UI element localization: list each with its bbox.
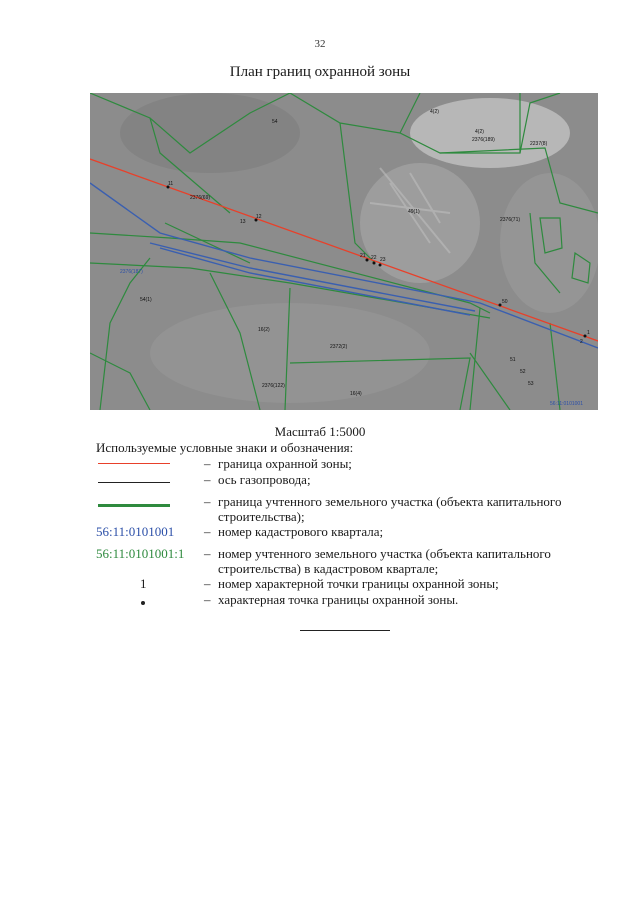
svg-text:2237(8): 2237(8) — [530, 141, 548, 147]
legend-dash: – — [204, 546, 211, 561]
legend-text: номер характерной точки границы охранной зоны; — [218, 576, 499, 591]
point-number-symbol — [96, 576, 174, 591]
legend-dash: – — [204, 494, 211, 509]
svg-text:13: 13 — [240, 219, 246, 225]
svg-text:16(2): 16(2) — [258, 327, 270, 333]
svg-text:50: 50 — [502, 299, 508, 305]
legend-text: номер учтенного земельного участка (объекта капитального строительства) в кадастровом квартале; — [218, 546, 551, 576]
svg-text:22: 22 — [371, 255, 377, 261]
svg-text:53: 53 — [528, 381, 534, 387]
svg-text:51: 51 — [510, 357, 516, 363]
end-rule — [300, 630, 390, 631]
svg-text:49(1): 49(1) — [408, 209, 420, 215]
legend-dash: – — [204, 472, 211, 487]
legend-dash: – — [204, 576, 211, 591]
black-line-symbol — [96, 472, 174, 487]
legend-text: граница учтенного земельного участка (объекта капитального строительства); — [218, 494, 562, 524]
svg-text:2376(71): 2376(71) — [500, 217, 521, 223]
quarter-code-symbol: 56:11:0101001 — [96, 524, 175, 539]
legend-heading: Используемые условные знаки и обозначения: — [96, 440, 354, 455]
point-dot-symbol — [96, 592, 174, 607]
svg-text:21: 21 — [360, 253, 366, 259]
map-scale: Масштаб 1:5000 — [274, 424, 366, 439]
legend-text: номер кадастрового квартала; — [218, 524, 384, 539]
legend-dash: – — [204, 456, 211, 471]
legend-text: ось газопровода; — [218, 472, 311, 487]
svg-text:11: 11 — [168, 181, 174, 187]
svg-text:1: 1 — [587, 330, 590, 336]
legend-text: граница охранной зоны; — [218, 456, 352, 471]
map-image — [90, 93, 598, 410]
svg-text:2372(2): 2372(2) — [330, 344, 348, 350]
legend-text: характерная точка границы охранной зоны. — [218, 592, 459, 607]
svg-text:54(1): 54(1) — [140, 297, 152, 303]
svg-text:4(2): 4(2) — [430, 109, 439, 115]
svg-text:2: 2 — [580, 339, 583, 345]
page-number: 32 — [314, 38, 326, 50]
svg-text:2376(122): 2376(122) — [262, 383, 285, 389]
svg-text:54: 54 — [272, 119, 278, 125]
svg-text:23: 23 — [380, 257, 386, 263]
svg-text:56:11:0101001: 56:11:0101001 — [550, 401, 583, 407]
svg-text:4(2): 4(2) — [475, 129, 484, 135]
svg-text:16(4): 16(4) — [350, 391, 362, 397]
point-dot-icon — [141, 601, 145, 605]
parcel-code-symbol: 56:11:0101001:1 — [96, 546, 185, 561]
page-title: План границ охранной зоны — [229, 64, 411, 80]
svg-text:2376(187): 2376(187) — [120, 269, 143, 275]
legend-dash: – — [204, 524, 211, 539]
svg-text:52: 52 — [520, 369, 526, 375]
svg-text:2376(69): 2376(69) — [190, 195, 211, 201]
green-line-symbol — [96, 494, 174, 509]
svg-text:2376(189): 2376(189) — [472, 137, 495, 143]
point-number-sample: 1 — [140, 576, 147, 591]
map-svg — [90, 93, 598, 410]
svg-text:12: 12 — [256, 214, 262, 220]
red-line-symbol — [96, 456, 174, 471]
legend-dash: – — [204, 592, 211, 607]
